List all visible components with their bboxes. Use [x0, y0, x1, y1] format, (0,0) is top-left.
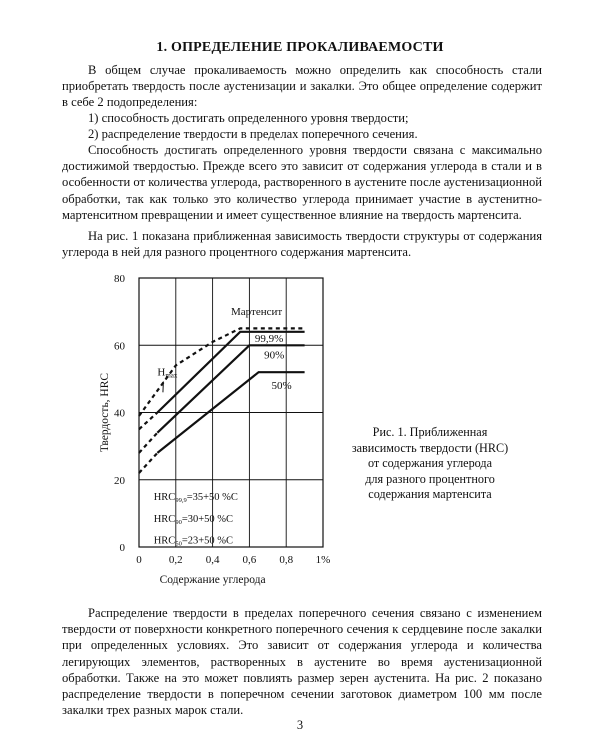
page-title: 1. ОПРЕДЕЛЕНИЕ ПРОКАЛИВАЕМОСТИ: [156, 40, 444, 55]
series-line: [139, 413, 157, 430]
label-999: 99,9%: [254, 332, 284, 345]
y-tick-label: 0: [119, 542, 125, 554]
caption-line: зависимость твердости (HRC): [351, 440, 509, 455]
y-tick-label: 40: [114, 407, 125, 420]
label-hmax: Hmax: [157, 366, 178, 380]
x-tick-label: 0,6: [242, 554, 257, 566]
x-axis-label: Содержание углерода: [159, 574, 266, 586]
y-tick-label: 60: [114, 340, 125, 353]
series-line: [139, 453, 157, 473]
intro-paragraph: В общем случае прокаливаемость можно определить как способность стали приобретать твердость после аустенизации и закалки. Это общее определение содержит в себе 2 подопределения:: [62, 63, 542, 110]
label-50: 50%: [271, 379, 292, 392]
hardness-level-paragraph: Способность достигать определенного уровня твердости связана с максимально достижимой твердостью. Прежде всего это зависит от содержания углерода в стали и в особенности от количества углерода, растворенного в аустените после аустенизационной обработки, так как только это количество углерода принимает участие в аустенитно-мартенситном превращении и имеет существенное влияние на твердость мартенсита.: [62, 143, 542, 222]
hrc-50: HRC50=23+50 %C: [153, 535, 234, 548]
caption-line: Рис. 1. Приближенная: [372, 425, 488, 439]
figure-intro-paragraph: На рис. 1 показана приближенная зависимость твердости структуры от содержания углерода в ней для разного процентного содержания мартенсита.: [62, 229, 542, 260]
list-item: 2) распределение твердости в пределах поперечного сечения.: [88, 127, 418, 142]
x-tick-label: 0,4: [205, 554, 220, 566]
y-tick-label: 20: [114, 474, 125, 487]
hrc-90: HRC90=30+50 %C: [153, 513, 234, 526]
definition-list: [88, 110, 528, 142]
caption-line: содержания мартенсита: [368, 487, 492, 502]
hardness-carbon-chart: [0, 262, 600, 597]
label-90: 90%: [264, 349, 285, 362]
x-tick-label: 1%: [315, 554, 331, 566]
caption-line: от содержания углерода: [367, 456, 493, 471]
chart-grid: [139, 278, 323, 547]
list-item: 1) способность достигать определенного уровня твердости;: [88, 111, 409, 125]
hrc-999: HRC99,9=35+50 %C: [153, 491, 238, 504]
figure-caption: [350, 425, 510, 503]
caption-line: для разного процентного: [365, 471, 495, 486]
x-tick-label: 0: [136, 554, 142, 566]
y-tick-label: 80: [114, 273, 125, 285]
distribution-paragraph: Распределение твердости в пределах поперечного сечения связано с изменением твердости от поверхности конкретного поперечного сечения к сердцевине после закалки при определенных условиях. Это зависит от содержания углерода и количества легирующих элементов, растворенных в аустените во время аустенизационной обработки. Также на это может повлиять размер зерен аустенита. На рис. 2 показано распределение твердости в поперечном сечении заготовок диаметром 100 мм после закалки трех разных марок стали.: [62, 606, 542, 718]
y-axis-label: Твердость, HRC: [99, 372, 111, 453]
label-martensite: Мартенсит: [231, 305, 283, 318]
x-tick-label: 0,8: [279, 554, 294, 566]
series-line: [139, 433, 157, 453]
page-number: 3: [296, 718, 304, 732]
x-tick-label: 0,2: [168, 554, 183, 566]
